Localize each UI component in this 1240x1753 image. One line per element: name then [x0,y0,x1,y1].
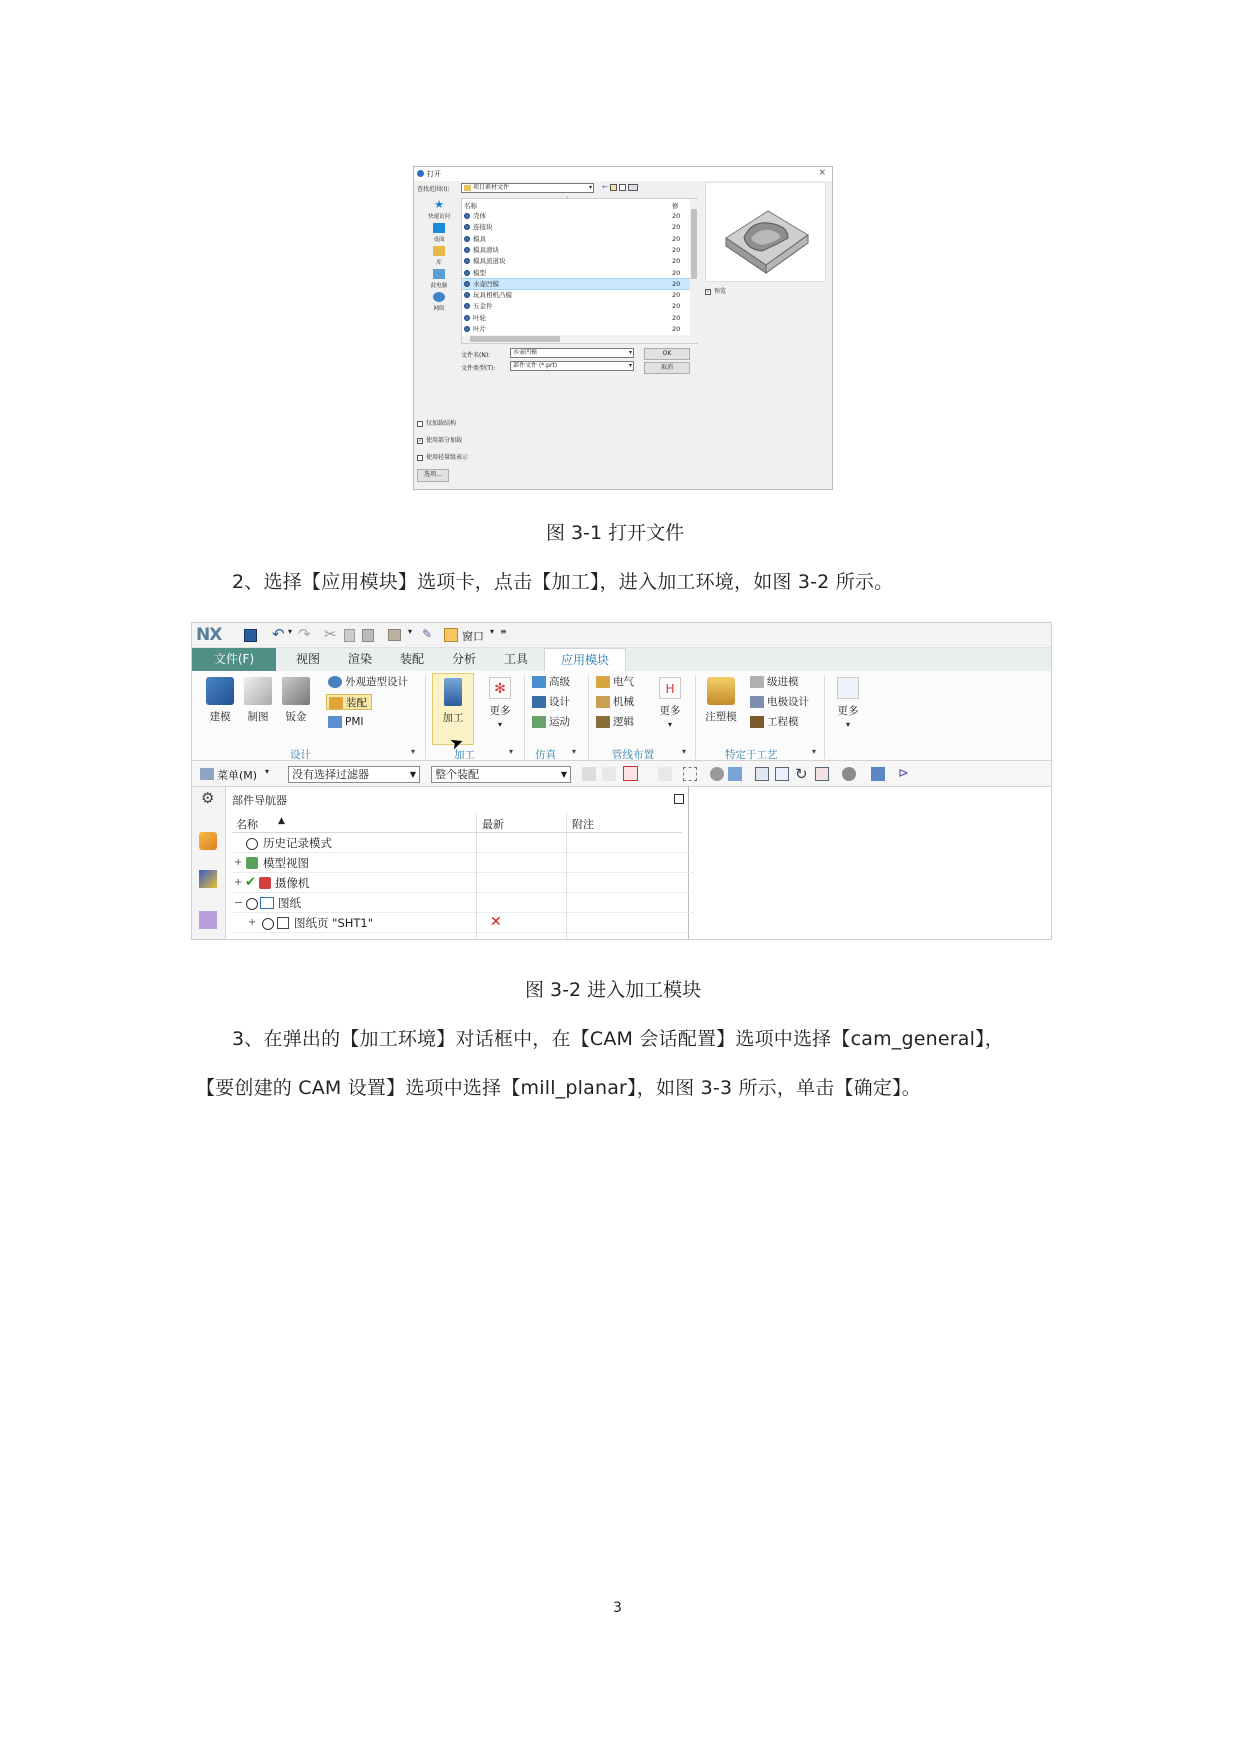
tab-application[interactable]: 应用模块 [544,648,626,671]
nx-window [191,622,1052,940]
type-filter-select[interactable] [288,766,420,783]
drawing-icon [260,897,274,909]
dialog-title: 打开 [427,170,441,178]
assembly-item[interactable] [326,694,372,710]
part-file-icon [464,281,470,287]
sort-up-icon: ▲ [278,816,285,826]
part-navigator-panel [226,787,689,940]
motion-icon [532,716,546,728]
chevron-down-icon: ▼ [409,770,416,779]
routing-mechanical-item[interactable] [596,694,634,710]
page-number: 3 [613,1600,622,1616]
redo-icon[interactable]: ↷ [298,625,311,643]
chevron-down-icon: ▾ [667,720,672,729]
ribbon-tabs [192,648,1052,671]
undo-icon[interactable]: ↶ [272,625,285,643]
expand-icon[interactable]: + [234,877,243,888]
button-label: 更多 [489,705,511,717]
button-label: 钣金 [285,711,307,723]
part-file-icon [464,270,470,276]
file-date: 20 [672,325,681,333]
file-date: 20 [672,302,681,311]
file-row[interactable] [462,290,690,300]
chevron-down-icon[interactable]: ▾ [411,747,416,756]
col-name-header[interactable]: 名称 [464,202,477,210]
tree-label: 历史记录模式 [263,836,332,850]
file-date: 20 [672,257,681,266]
tree-row[interactable] [232,873,694,893]
file-row[interactable] [462,279,690,289]
rotate-icon[interactable]: ↻ [795,765,808,783]
fit-icon[interactable] [755,767,769,781]
open-file-dialog [413,166,833,490]
paste-icon[interactable] [362,629,374,642]
group-design: 设计 [290,749,311,761]
item-label: PMI [345,716,364,728]
button-label: 更多 [837,705,859,717]
group-machining: 加工 [454,749,475,761]
col-date-header[interactable]: 修 [672,202,679,210]
more-machining-button[interactable] [482,677,518,730]
file-name: 叶轮 [473,313,486,322]
lookin-dropdown[interactable] [461,183,594,193]
group-separator [588,675,589,759]
window-menu[interactable]: 窗口 [462,630,484,643]
chevron-down-icon: ▾ [497,720,502,729]
group-process: 特定于工艺 [725,749,778,761]
item-label: 装配 [346,697,367,709]
chevron-down-icon: ▾ [588,184,592,191]
part-file-icon [464,292,470,298]
file-date: 20 [672,279,681,288]
file-date: 20 [672,245,681,254]
navigator-title: 部件导航器 [232,794,287,807]
tab-assembly[interactable]: 装配 [399,652,424,666]
lookin-value: 项目素材文件 [473,184,510,191]
part-file-icon [464,213,470,219]
tree-row[interactable] [232,833,694,853]
part-navigator-icon[interactable] [199,832,217,850]
layout-icon[interactable] [815,767,829,781]
item-label: 电气 [613,676,634,688]
horizontal-scrollbar[interactable] [462,335,698,343]
zoom-icon[interactable] [775,767,789,781]
item-label: 设计 [549,696,570,708]
star-icon: ★ [434,198,444,211]
file-name: 模具流道块 [473,257,506,266]
ok-button[interactable]: OK [644,348,690,360]
library-icon [433,246,445,256]
part-file-icon [464,236,470,242]
camera-icon [259,877,271,889]
option-lightweight[interactable] [417,452,468,461]
chevron-down-icon: ▾ [628,349,632,356]
group-separator [425,675,426,759]
place-library[interactable] [424,246,454,266]
pmi-icon [328,716,342,728]
group-separator [824,675,825,759]
logical-icon [596,716,610,728]
file-name: 玩具相机凸模 [473,291,512,300]
filename-label: 文件名(N): [461,352,491,359]
preview-label: 预览 [714,288,727,295]
figure2-caption: 图 3-2 进入加工模块 [525,979,702,1001]
file-row[interactable] [462,256,690,266]
customize-icon[interactable]: ≡ [500,627,507,636]
sort-icon: ˆ [566,197,569,204]
model-views-icon [246,857,258,869]
file-date: 20 [672,268,681,277]
repeat-command-icon[interactable] [388,629,401,641]
preview-pane [705,182,826,282]
filetype-label: 文件类型(T): [461,365,496,372]
check-icon: ✓ [706,288,711,295]
filename-field[interactable] [510,348,634,358]
group-simulation: 仿真 [535,749,556,761]
file-name: 连接块 [473,223,493,232]
chevron-down-icon[interactable]: ▾ [509,747,514,756]
design-sim-icon [532,696,546,708]
nx-app-icon [417,170,424,177]
clock-icon [262,918,274,930]
assembly-icon [329,697,343,709]
electrical-icon [596,676,610,688]
tab-render[interactable]: 渲染 [347,652,372,666]
cancel-button[interactable]: 取消 [644,362,690,374]
tab-tools[interactable]: 工具 [503,652,528,666]
tree-row[interactable] [232,913,694,933]
sim-advanced-item[interactable] [532,674,570,690]
column-divider [566,813,567,832]
chevron-down-icon[interactable]: ▾ [265,767,270,776]
hscroll-thumb[interactable] [470,336,560,342]
snap-icon[interactable] [602,767,616,781]
engineering-die-item[interactable] [750,714,799,730]
view-cube-icon[interactable] [871,767,885,781]
paragraph-3-line-2: 【要创建的 CAM 设置】选项中选择【mill_planar】，如图 3-3 所示，单击【确定】。 [196,1077,921,1099]
column-divider [566,833,567,940]
chevron-down-icon[interactable]: ▾ [288,627,293,636]
ribbon-panel [192,671,1052,761]
mold-wizard-button[interactable] [702,677,740,724]
item-label: 工程模 [767,716,799,728]
option-load-structure[interactable] [417,418,456,427]
place-label: 此电脑 [430,283,448,289]
file-name: 模型 [473,268,486,277]
sim-design-item[interactable] [532,694,570,710]
assembly-navigator-icon[interactable] [199,870,217,888]
file-list[interactable] [461,198,698,344]
tree-label: 摄像机 [275,876,310,890]
resource-bar [192,787,226,940]
network-icon [433,292,445,302]
item-label: 高级 [549,676,570,688]
file-row[interactable] [462,222,690,232]
maximize-icon[interactable] [674,794,684,804]
touch-mode-icon[interactable]: ✎ [422,627,433,641]
navigator-header [232,813,682,833]
mouse-cursor-icon: ➤ [447,731,467,754]
place-label: 桌面 [433,237,445,243]
close-icon[interactable]: × [818,168,826,178]
header-latest[interactable]: 最新 [482,818,504,831]
tree-label: 模型视图 [263,856,309,870]
mold-icon [707,677,735,705]
tree-row[interactable] [232,893,694,913]
file-name: 模具滑块 [473,245,499,254]
tree-label: 图纸 [278,896,301,910]
pmi-item[interactable] [328,714,364,730]
item-label: 外观造型设计 [345,676,408,688]
filename-value: 水壶凹模 [513,349,538,356]
header-name[interactable]: 名称 [236,818,258,831]
group-separator [695,675,696,759]
part-file-icon [464,303,470,309]
tab-view[interactable]: 视图 [295,652,320,666]
progressive-die-icon [750,676,764,688]
sim-motion-item[interactable] [532,714,570,730]
chevron-down-icon[interactable]: ▾ [490,627,495,636]
chevron-down-icon[interactable]: ▾ [682,747,687,756]
dialog-titlebar [414,167,832,181]
file-name: 模具 [473,234,486,243]
place-label: 库 [436,260,442,266]
advanced-sim-icon [532,676,546,688]
quick-access-toolbar [192,623,1052,648]
file-row[interactable] [462,245,690,255]
file-row[interactable] [462,301,690,311]
chevron-down-icon: ▾ [845,720,850,729]
modeling-icon [206,677,234,705]
out-of-date-icon: ✕ [490,914,502,930]
file-date: 20 [672,313,681,322]
option-partial-load[interactable] [417,435,462,444]
chevron-down-icon[interactable]: ▾ [572,747,577,756]
item-label: 逻辑 [613,716,634,728]
place-label: 网络 [433,306,445,312]
checkbox-empty [417,421,423,427]
file-date: 20 [672,291,681,300]
routing-logical-item[interactable] [596,714,634,730]
figure1-caption: 图 3-1 打开文件 [546,522,685,544]
part-file-icon [464,315,470,321]
drafting-icon [244,677,272,705]
visibility-icon[interactable]: ⊳ [898,766,909,781]
tab-analysis[interactable]: 分析 [451,652,476,666]
item-label: 级进模 [767,676,799,688]
checkbox-empty [417,455,423,461]
folder-icon [464,185,471,191]
place-network[interactable] [424,292,454,312]
snap-point-icon[interactable] [623,766,638,781]
shape-studio-icon [328,676,342,688]
file-row[interactable] [462,268,690,278]
select-tool-icon[interactable] [582,767,596,781]
progressive-die-item[interactable] [750,674,799,690]
clock-icon [246,898,258,910]
window-icon[interactable] [444,628,458,642]
options-button[interactable]: 选项... [417,469,449,482]
collapse-icon[interactable]: − [234,896,244,909]
sheet-metal-icon [282,677,310,705]
tree-row[interactable] [232,853,694,873]
scope-select[interactable] [431,766,571,783]
file-row[interactable] [462,234,690,244]
item-label: 电极设计 [767,696,809,708]
part-preview-image [706,183,827,283]
drafting-button[interactable] [240,677,276,724]
place-label: 快速访问 [427,214,450,220]
paragraph-2: 2、选择【应用模块】选项卡，点击【加工】，进入加工环境，如图 3-2 所示。 [232,571,894,593]
filetype-select[interactable] [510,361,634,371]
back-icon[interactable]: ← [602,183,608,191]
box-select-icon[interactable] [683,767,697,781]
more-icon [837,677,859,699]
more-icon: H [659,677,681,699]
desktop-icon [433,223,445,233]
group-separator [524,675,525,759]
item-label: 机械 [613,696,634,708]
routing-electrical-item[interactable] [596,674,634,690]
expand-icon[interactable]: + [234,857,243,868]
new-folder-icon[interactable] [619,184,626,191]
file-row[interactable] [462,313,690,323]
machining-icon [444,678,462,706]
up-folder-icon[interactable] [610,184,617,191]
file-name: 壳体 [473,212,486,220]
tree-label: 图纸页 "SHT1" [294,916,374,930]
button-label: 建模 [209,711,231,723]
part-file-icon [464,224,470,230]
electrode-icon [750,696,764,708]
lookin-label: 查找范围(I): [417,186,450,193]
nx-logo: NX [196,625,222,645]
cut-icon[interactable]: ✂ [324,625,337,643]
more-icon: ✻ [489,677,511,699]
file-name: 五金件 [473,302,493,311]
menu-button[interactable]: 菜单(M) [217,769,258,782]
button-label: 注塑模 [705,711,737,723]
header-notes[interactable]: 附注 [572,818,594,831]
file-row[interactable] [462,324,690,334]
clock-icon [246,838,258,850]
place-this-pc[interactable] [424,269,454,289]
scroll-thumb[interactable] [691,209,697,279]
column-divider [476,813,477,832]
file-date: 20 [672,223,681,232]
place-quick-access[interactable] [424,200,454,220]
part-file-icon [464,326,470,332]
selection-toolbar [192,761,1052,787]
part-file-icon [464,247,470,253]
check-icon: ✔ [245,875,256,890]
filter-value: 没有选择过滤器 [292,768,369,781]
file-date: 20 [672,212,681,220]
column-divider [476,833,477,940]
more-routing-button[interactable] [652,677,688,730]
menu-icon [200,768,214,780]
preview-checkbox[interactable] [705,286,726,295]
constraint-navigator-icon[interactable] [199,911,217,929]
more-button[interactable] [830,677,866,730]
check-icon: ✓ [418,437,423,444]
button-label: 制图 [247,711,269,723]
engineering-die-icon [750,716,764,728]
file-name: 水壶凹模 [473,279,499,288]
sheet-metal-button[interactable] [278,677,314,724]
copy-icon[interactable] [344,629,355,642]
item-label: 运动 [549,716,570,728]
option-label: 使用部分加载 [426,437,463,444]
file-date: 20 [672,234,681,243]
save-icon[interactable] [244,629,257,642]
scope-value: 整个装配 [435,768,479,781]
sheet-icon [277,917,289,929]
view-menu-icon[interactable] [628,184,638,191]
group-routing: 管线布置 [612,749,654,761]
navigator-tree [232,833,682,940]
render-style-icon[interactable] [728,767,742,781]
electrode-design-item[interactable] [750,694,809,710]
mechanical-icon [596,696,610,708]
filetype-value: 部件文件 (*.prt) [513,362,558,369]
chevron-down-icon[interactable]: ▾ [812,747,817,756]
quick-pick-icon[interactable] [658,767,672,781]
button-label: 更多 [659,705,681,717]
shape-studio-item[interactable] [328,674,408,690]
modeling-button[interactable] [202,677,238,724]
part-file-icon [464,258,470,264]
expand-icon[interactable]: + [248,917,257,928]
gear-icon[interactable]: ⚙ [201,789,215,807]
option-label: 仅加载结构 [426,420,457,427]
vertical-scrollbar[interactable] [690,199,698,335]
chevron-down-icon[interactable]: ▾ [408,627,413,636]
button-label: 加工 [442,712,464,724]
shading-icon[interactable] [842,767,856,781]
chevron-down-icon: ▼ [560,770,567,779]
option-label: 使用轻量级表示 [426,454,469,461]
tab-file[interactable]: 文件(F) [192,648,276,671]
file-row[interactable] [462,211,690,221]
computer-icon [433,269,445,279]
paragraph-3-line-1: 3、在弹出的【加工环境】对话框中，在【CAM 会话配置】选项中选择【cam_general】， [232,1028,1004,1050]
orient-view-icon[interactable] [710,767,724,781]
file-name: 叶片 [473,325,486,333]
chevron-down-icon: ▾ [628,362,632,369]
place-desktop[interactable] [424,223,454,243]
